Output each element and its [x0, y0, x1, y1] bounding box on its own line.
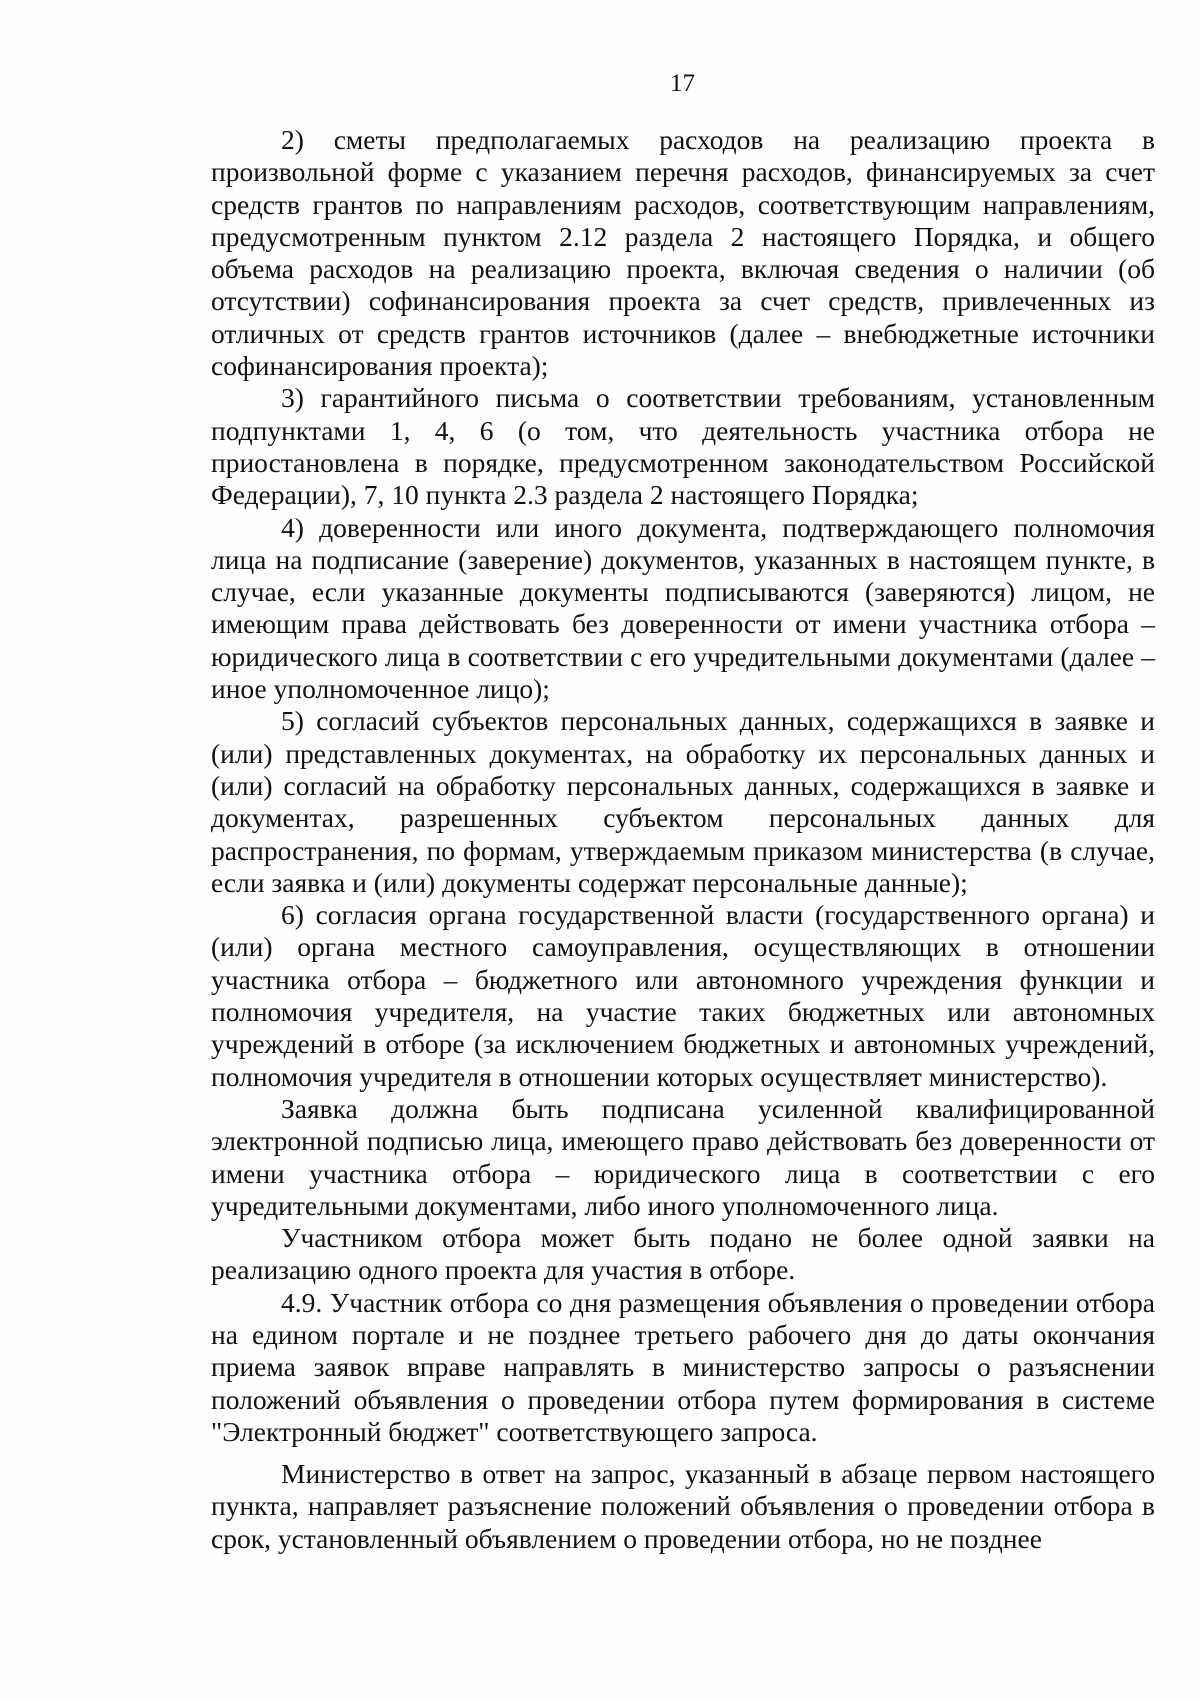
- paragraph-item-6: 6) согласия органа государственной власти (государственного органа) и (или) органа местного самоуправления, осуществляющих в отношении участника отбора – бюджетного или автономного учреждения функции и полномочия учредителя, на участие таких бюджетных или автономных учреждений в отборе (за исключением бюджетных и автономных учреждений, полномочия учредителя в отношении которых осуществляет министерство).: [211, 899, 1155, 1092]
- paragraph-item-4: 4) доверенности или иного документа, подтверждающего полномочия лица на подписание (заверение) документов, указанных в настоящем пункте, в случае, если указанные документы подписываются (заверяются) лицом, не имеющим права действовать без доверенности от имени участника отбора – юридического лица в соответствии с его учредительными документами (далее – иное уполномоченное лицо);: [211, 511, 1155, 705]
- paragraph-item-5: 5) согласий субъектов персональных данных, содержащихся в заявке и (или) представленных документах, на обработку их персональных данных и (или) согласий на обработку персональных данных, содержащихся в заявке и документах, разрешенных субъектом персональных данных для распространения, по формам, утверждаемым приказом министерства (в случае, если заявка и (или) документы содержат персональные данные);: [211, 705, 1155, 898]
- paragraph-one-application: Участником отбора может быть подано не более одной заявки на реализацию одного проекта для участия в отборе.: [211, 1222, 1155, 1286]
- page-number: 17: [670, 70, 695, 97]
- paragraph-section-4-9: 4.9. Участник отбора со дня размещения объявления о проведении отбора на едином портале и не позднее третьего рабочего дня до даты окончания приема заявок вправе направлять в министерство запросы о разъяснении положений объявления о проведении отбора путем формирования в системе "Электронный бюджет" соответствующего запроса.: [211, 1286, 1155, 1447]
- paragraph-item-2: 2) сметы предполагаемых расходов на реализацию проекта в произвольной форме с указанием перечня расходов, финансируемых за счет средств грантов по направлениям расходов, соответствующим направлениям, предусмотренным пунктом 2.12 раздела 2 настоящего Порядка, и общего объема расходов на реализацию проекта, включая сведения о наличии (об отсутствии) софинансирования проекта за счет средств, привлеченных из отличных от средств грантов источников (далее – внебюджетные источники софинансирования проекта);: [211, 124, 1155, 382]
- document-body: [211, 124, 1155, 1555]
- paragraph-signature-requirement: Заявка должна быть подписана усиленной квалифицированной электронной подписью лица, имеющего право действовать без доверенности от имени участника отбора – юридического лица в соответствии с его учредительными документами, либо иного уполномоченного лица.: [211, 1092, 1155, 1221]
- paragraph-item-3: 3) гарантийного письма о соответствии требованиям, установленным подпунктами 1, 4, 6 (о том, что деятельность участника отбора не приостановлена в порядке, предусмотренном законодательством Российской Федерации), 7, 10 пункта 2.3 раздела 2 настоящего Порядка;: [211, 382, 1155, 511]
- paragraph-ministry-response: Министерство в ответ на запрос, указанный в абзаце первом настоящего пункта, направляет разъяснение положений объявления о проведении отбора в срок, установленный объявлением о проведении отбора, но не позднее: [211, 1458, 1155, 1554]
